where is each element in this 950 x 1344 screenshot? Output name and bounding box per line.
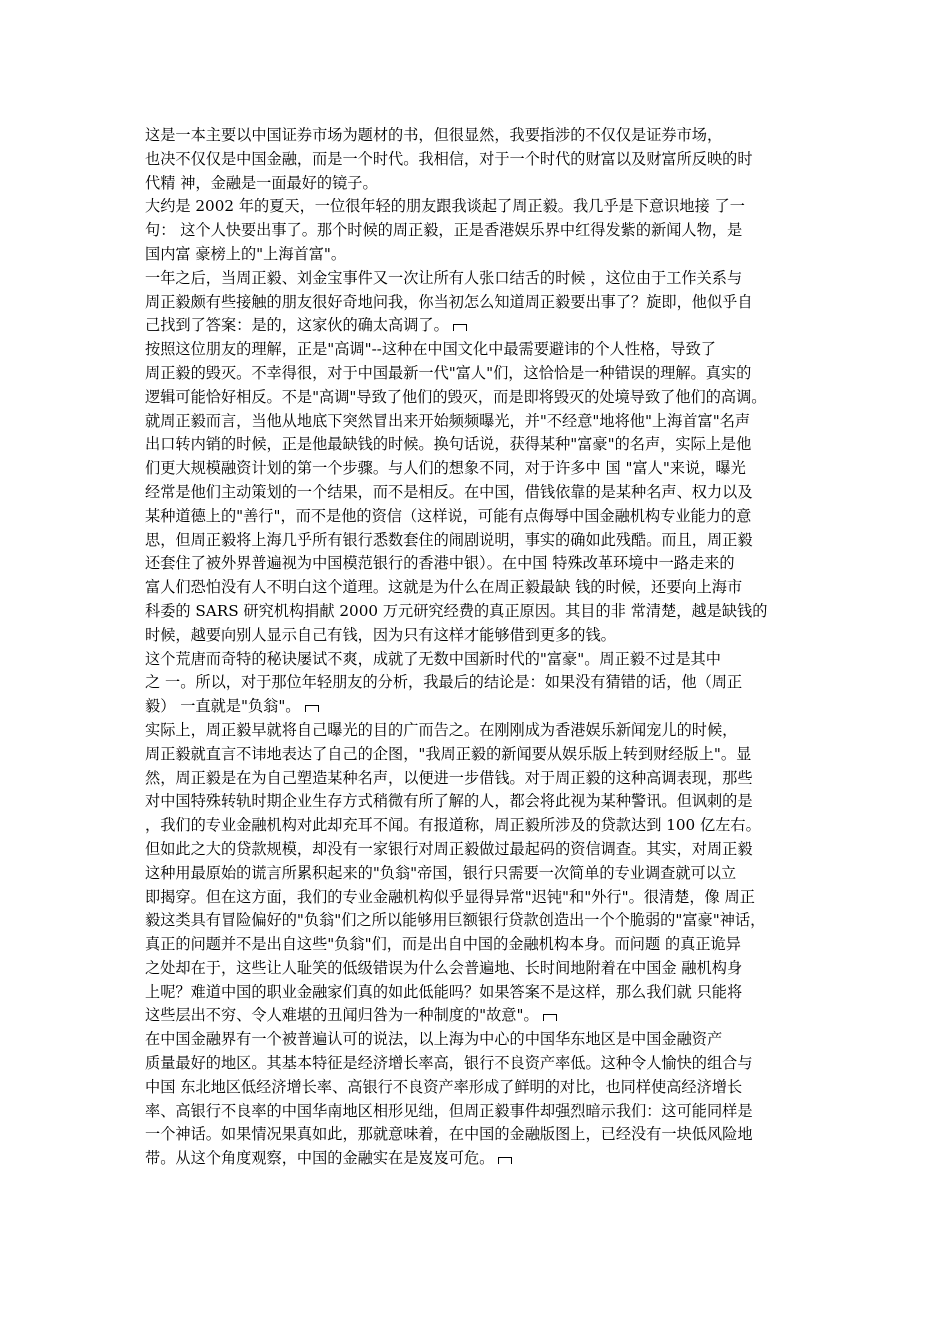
paragraph-3	[145, 267, 825, 338]
paragraph-7-text: 在中国金融界有一个被普遍认可的说法，以上海为中心的中国华东地区是中国金融资产 质量最好的地区。其基本特征是经济增长率高，银行不良资产率低。这种令人愉快的组合与 中国 东北地区低经济增长率、高银行不良资产率形成了鲜明的对比，也同样使高经济增长 率、高银行不良率的中国华南地区相形见绌，但周正毅事件却强烈暗示我们：这可能同样是 一个神话。如果情况果真如此，那就意味着，在中国的金融版图上，已经没有一块低风险地 带。从这个角度观察，中国的金融实在是岌岌可危。	[145, 1030, 753, 1168]
paragraph-4	[145, 338, 825, 647]
paragraph-6	[145, 719, 825, 1028]
paragraph-5-text: 这个荒唐而奇特的秘诀屡试不爽，成就了无数中国新时代的"富豪"。周正毅不过是其中 之 一。所以，对于那位年轻朋友的分析，我最后的结论是：如果没有猜错的话，他（周正 毅） 一直就是"负翁"。	[145, 649, 743, 716]
document-body	[145, 124, 825, 1171]
paragraph-1	[145, 124, 825, 195]
line-break-icon	[543, 1014, 557, 1021]
paragraph-2	[145, 195, 825, 266]
paragraph-4-text: 按照这位朋友的理解，正是"高调"--这种在中国文化中最需要避讳的个人性格，导致了 周正毅的毁灭。不幸得很，对于中国最新一代"富人"们，这恰恰是一种错误的理解。真实的 逻辑可能恰好相反。不是"高调"导致了他们的毁灭，而是即将毁灭的处境导致了他们的高调。 就周正毅而言，当他从地底下突然冒出来开始频频曝光，并"不经意"地将他"上海首富"名声 出口转内销的时候，正是他最缺钱的时候。换句话说，获得某种"富豪"的名声，实际上是他 们更大规模融资计划的第一个步骤。与人们的想象不同，对于许多中 国 "富人"来说，曝光 经常是他们主动策划的一个结果，而不是相反。在中国，借钱依靠的是某种名声、权力以及 某种道德上的"善行"，而不是他的资信（这样说，可能有点侮辱中国金融机构专业能力的意 思，但周正毅将上海几乎所有银行悉数套住的闹剧说明，事实的确如此残酷。而且，周正毅 还套住了被外界普遍视为中国模范银行的香港中银）。在中国 特殊改革环境中一路走来的 富人们恐怕没有人不明白这个道理。这就是为什么在周正毅最缺 钱的时候，还要向上海市 科委的 SARS 研究机构捐献 2000 万元研究经费的真正原因。其目的非 常清楚，越是缺钱的 时候，越要向别人显示自己有钱，因为只有这样才能够借到更多的钱。	[145, 340, 768, 644]
paragraph-7	[145, 1028, 825, 1171]
paragraph-2-text: 大约是 2002 年的夏天，一位很年轻的朋友跟我谈起了周正毅。我几乎是下意识地接 了一 句： 这个人快要出事了。那个时候的周正毅，正是香港娱乐界中红得发紫的新闻人物，是 国内富 豪榜上的"上海首富"。	[145, 197, 745, 263]
paragraph-6-text: 实际上，周正毅早就将自己曝光的目的广而告之。在刚刚成为香港娱乐新闻宠儿的时候， 周正毅就直言不讳地表达了自己的企图，"我周正毅的新闻要从娱乐版上转到财经版上"。显 然，周正毅是在为自己塑造某种名声，以便进一步借钱。对于周正毅的这种高调表现，那些 对中国特殊转轨时期企业生存方式稍微有所了解的人，都会将此视为某种警讯。但讽刺的是 ，我们的专业金融机构对此却充耳不闻。有报道称，周正毅所涉及的贷款达到 100 亿左右。 但如此之大的贷款规模，却没有一家银行对周正毅做过最起码的资信调查。其实，对周正毅 这种用最原始的谎言所累积起来的"负翁"帝国，银行只需要一次简单的专业调查就可以立 即揭穿。但在这方面，我们的专业金融机构似乎显得异常"迟钝"和"外行"。很清楚，像 周正 毅这类具有冒险偏好的"负翁"们之所以能够用巨额银行贷款创造出一个个脆弱的"富豪"神话， 真正的问题并不是出自这些"负翁"们，而是出自中国的金融机构本身。而问题 的真正诡异 之处却在于，这些让人耻笑的低级错误为什么会普遍地、长时间地附着在中国金 融机构身 上呢？难道中国的职业金融家们真的如此低能吗？如果答案不是这样，那么我们就 只能将 这些层出不穷、令人难堪的丑闻归咎为一种制度的"故意"。	[145, 720, 766, 1025]
line-break-icon	[305, 705, 319, 712]
line-break-icon	[453, 324, 467, 331]
paragraph-1-text: 这是一本主要以中国证券市场为题材的书，但很显然，我要指涉的不仅仅是证券市场， 也决不仅仅是中国金融，而是一个时代。我相信，对于一个时代的财富以及财富所反映的时 代精 神，金融是一面最好的镜子。	[145, 126, 753, 192]
paragraph-3-text: 一年之后，当周正毅、刘金宝事件又一次让所有人张口结舌的时候 ，这位由于工作关系与 周正毅颇有些接触的朋友很好奇地问我，你当初怎么知道周正毅要出事了？旋即，他似乎自 己找到了答案：是的，这家伙的确太高调了。	[145, 268, 753, 335]
paragraph-5	[145, 648, 825, 719]
line-break-icon	[498, 1157, 512, 1164]
